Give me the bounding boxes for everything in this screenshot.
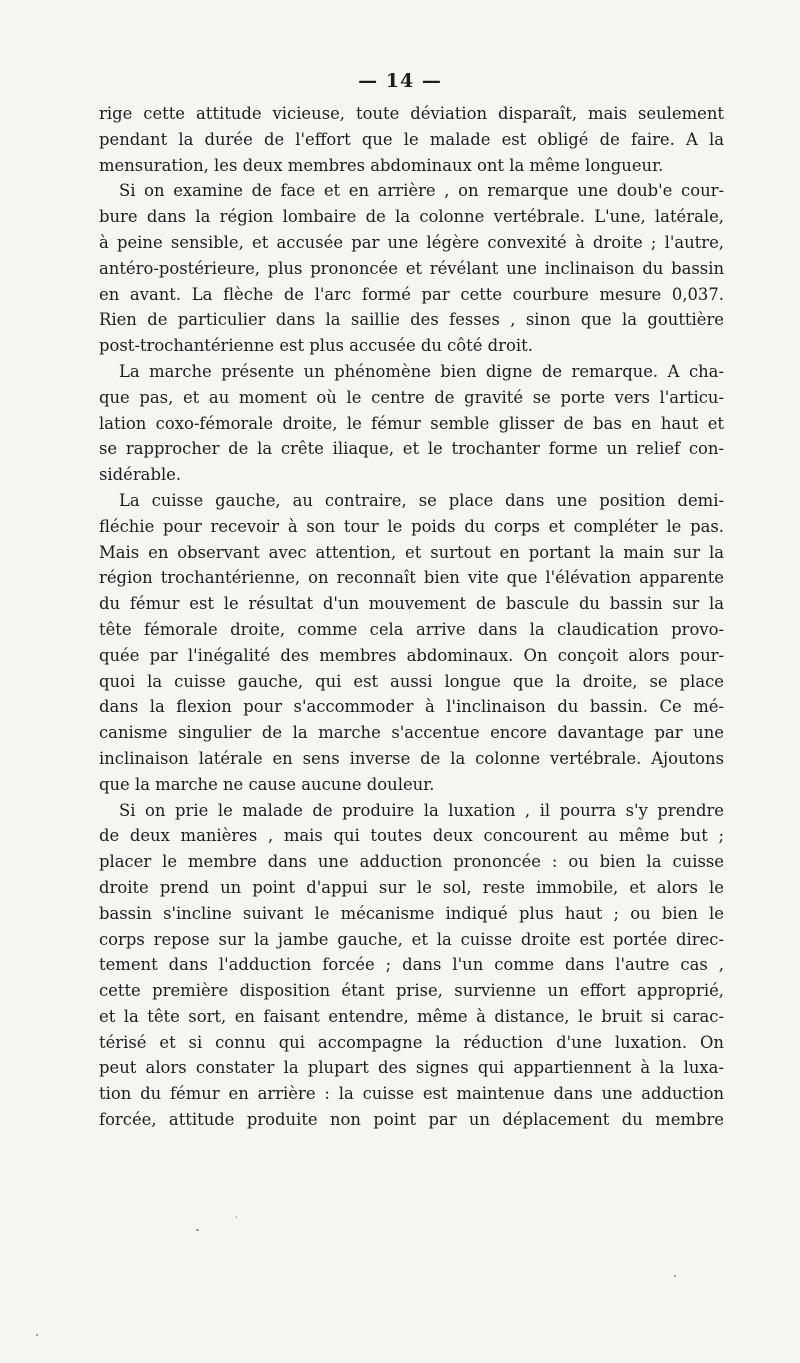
- text-line: Mais en observant avec attention, et surtout en portant la main sur la: [99, 542, 724, 562]
- text-line: inclinaison latérale en sens inverse de la colonne vertébrale. Ajoutons: [99, 748, 724, 768]
- text-line: tête fémorale droite, comme cela arrive dans la claudication provo-: [99, 619, 724, 639]
- text-line: région trochantérienne, on reconnaît bien vite que l'élévation apparente: [99, 568, 724, 588]
- text-line: et la tête sort, en faisant entendre, même à distance, le bruit si carac-: [99, 1006, 724, 1026]
- text-line: que la marche ne cause aucune douleur.: [99, 774, 435, 794]
- text-line: rige cette attitude vicieuse, toute déviation disparaît, mais seulement: [99, 104, 724, 123]
- page-number: — 14 —: [358, 70, 442, 92]
- text-line: tement dans l'adduction forcée ; dans l'un comme dans l'autre cas ,: [99, 955, 724, 975]
- text-line: canisme singulier de la marche s'accentue encore davantage par une: [99, 723, 724, 743]
- text-line: du fémur est le résultat d'un mouvement de bascule du bassin sur la: [99, 594, 724, 614]
- text-line: forcée, attitude produite non point par un déplacement du membre: [99, 1110, 724, 1130]
- text-line: Si on prie le malade de produire la luxation , il pourra s'y prendre: [119, 800, 724, 820]
- text-line: antéro-postérieure, plus prononcée et révélant une inclinaison du bassin: [99, 258, 724, 278]
- text-line: mensuration, les deux membres abdominaux ont la même longueur.: [99, 155, 664, 175]
- text-line: térisé et si connu qui accompagne la réduction d'une luxation. On: [99, 1032, 724, 1052]
- body-text: [99, 101, 724, 1133]
- text-line: dans la flexion pour s'accommoder à l'inclinaison du bassin. Ce mé-: [99, 697, 724, 717]
- text-line: lation coxo-fémorale droite, le fémur semble glisser de bas en haut et: [99, 413, 724, 433]
- text-line: placer le membre dans une adduction prononcée : ou bien la cuisse: [99, 852, 724, 872]
- text-line: peut alors constater la plupart des signes qui appartiennent à la luxa-: [99, 1058, 724, 1078]
- text-line: à peine sensible, et accusée par une légère convexité à droite ; l'autre,: [99, 232, 724, 252]
- text-line: en avant. La flèche de l'arc formé par cette courbure mesure 0,037.: [99, 284, 724, 304]
- text-line: cette première disposition étant prise, survienne un effort approprié,: [99, 981, 724, 1001]
- text-line: se rapprocher de la crête iliaque, et le trochanter forme un relief con-: [99, 439, 724, 459]
- text-line: corps repose sur la jambe gauche, et la cuisse droite est portée direc-: [99, 929, 724, 949]
- text-line: de deux manières , mais qui toutes deux concourent au même but ;: [99, 826, 724, 846]
- text-line: sidérable.: [99, 465, 182, 485]
- text-line: tion du fémur en arrière : la cuisse est maintenue dans une adduction: [99, 1084, 724, 1104]
- text-line: que pas, et au moment où le centre de gravité se porte vers l'articu-: [99, 387, 724, 407]
- text-line: La cuisse gauche, au contraire, se place dans une position demi-: [119, 490, 724, 510]
- text-line: bure dans la région lombaire de la colonne vertébrale. L'une, latérale,: [99, 207, 724, 227]
- text-line: quée par l'inégalité des membres abdominaux. On conçoit alors pour-: [99, 645, 724, 665]
- text-line: post-trochantérienne est plus accusée du côté droit.: [99, 336, 533, 356]
- text-line: bassin s'incline suivant le mécanisme indiqué plus haut ; ou bien le: [99, 903, 724, 923]
- text-line: La marche présente un phénomène bien digne de remarque. A cha-: [119, 361, 724, 381]
- text-line: Rien de particulier dans la saillie des fesses , sinon que la gouttière: [99, 310, 724, 330]
- paper-speck: [674, 1275, 676, 1277]
- text-line: fléchie pour recevoir à son tour le poids du corps et compléter le pas.: [99, 516, 724, 536]
- paper-speck: [36, 1334, 38, 1336]
- text-line: droite prend un point d'appui sur le sol, reste immobile, et alors le: [99, 877, 724, 897]
- text-line: Si on examine de face et en arrière , on remarque une doub'e cour-: [119, 181, 724, 201]
- text-line: quoi la cuisse gauche, qui est aussi longue que la droite, se place: [99, 671, 724, 691]
- text-line: pendant la durée de l'effort que le malade est obligé de faire. A la: [99, 129, 724, 149]
- paper-speck: [236, 1216, 237, 1218]
- paper-speck: [196, 1229, 199, 1231]
